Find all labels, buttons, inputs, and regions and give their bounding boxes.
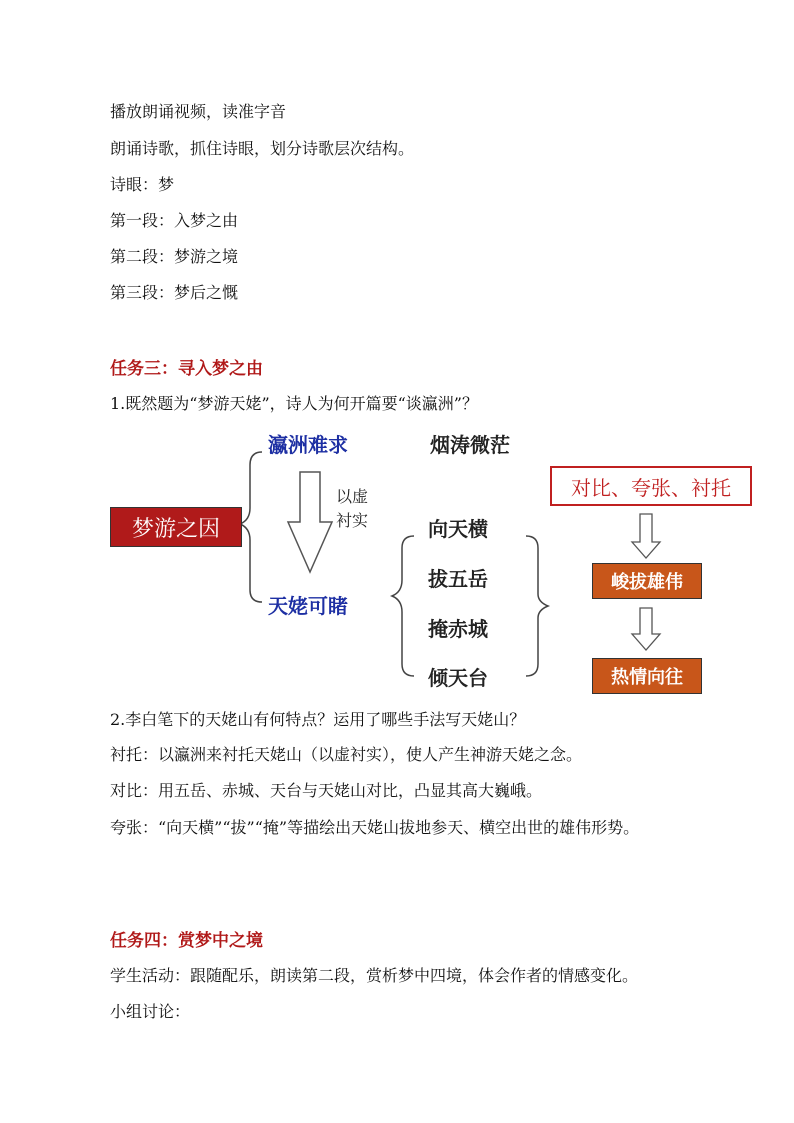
intro-line-4: 第一段：入梦之由 [110,211,239,230]
task4-activity: 学生活动：跟随配乐，朗读第二段，赏析梦中四境，体会作者的情感变化。 [110,966,639,985]
intro-line-6: 第三段：梦后之慨 [110,283,239,302]
intro-line-3: 诗眼：梦 [110,175,175,194]
task4-heading: 任务四：赏梦中之境 [110,931,263,951]
feature-2: 拔五岳 [428,567,488,591]
intro-line-2: 朗诵诗歌，抓住诗眼，划分诗歌层次结构。 [110,139,415,158]
feature-3: 掩赤城 [428,617,488,641]
intro-line-5: 第二段：梦游之境 [110,247,239,266]
features-right-brace [526,536,548,676]
bottom-node: 天姥可睹 [268,594,348,618]
arrow-note: 以虚 衬实 [336,487,369,530]
small-down-arrow-1-icon [632,514,660,558]
result-box-2: 热情向往 [592,658,702,694]
top-node: 瀛洲难求 [268,433,348,457]
task3-question-1: 1.既然题为“梦游天姥”，诗人为何开篇要“谈瀛洲”？ [110,394,478,413]
feature-1: 向天横 [428,517,488,541]
task3-question-2: 2.李白笔下的天姥山有何特点？运用了哪些手法写天姥山？ [110,710,526,729]
answer-comparison: 对比：用五岳、赤城、天台与天姥山对比，凸显其高大巍峨。 [110,781,543,800]
root-box: 梦游之因 [110,507,242,547]
small-down-arrow-2-icon [632,608,660,650]
intro-line-1: 播放朗诵视频，读准字音 [110,102,287,121]
top-right-node: 烟涛微茫 [430,433,510,457]
answer-contrast-support: 衬托：以瀛洲来衬托天姥山（以虚衬实），使人产生神游天姥之念。 [110,745,583,764]
answer-exaggeration: 夸张：“向天横”“拔”“掩”等描绘出天姥山拔地参天、横空出世的雄伟形势。 [110,818,640,837]
feature-4: 倾天台 [428,666,488,690]
techniques-box: 对比、夸张、衬托 [550,466,752,506]
left-brace [240,452,262,602]
task3-heading: 任务三：寻入梦之由 [110,359,263,379]
result-box-1: 峻拔雄伟 [592,563,702,599]
down-arrow-icon [288,472,332,572]
features-left-brace [392,536,414,676]
task4-discussion: 小组讨论： [110,1002,191,1021]
